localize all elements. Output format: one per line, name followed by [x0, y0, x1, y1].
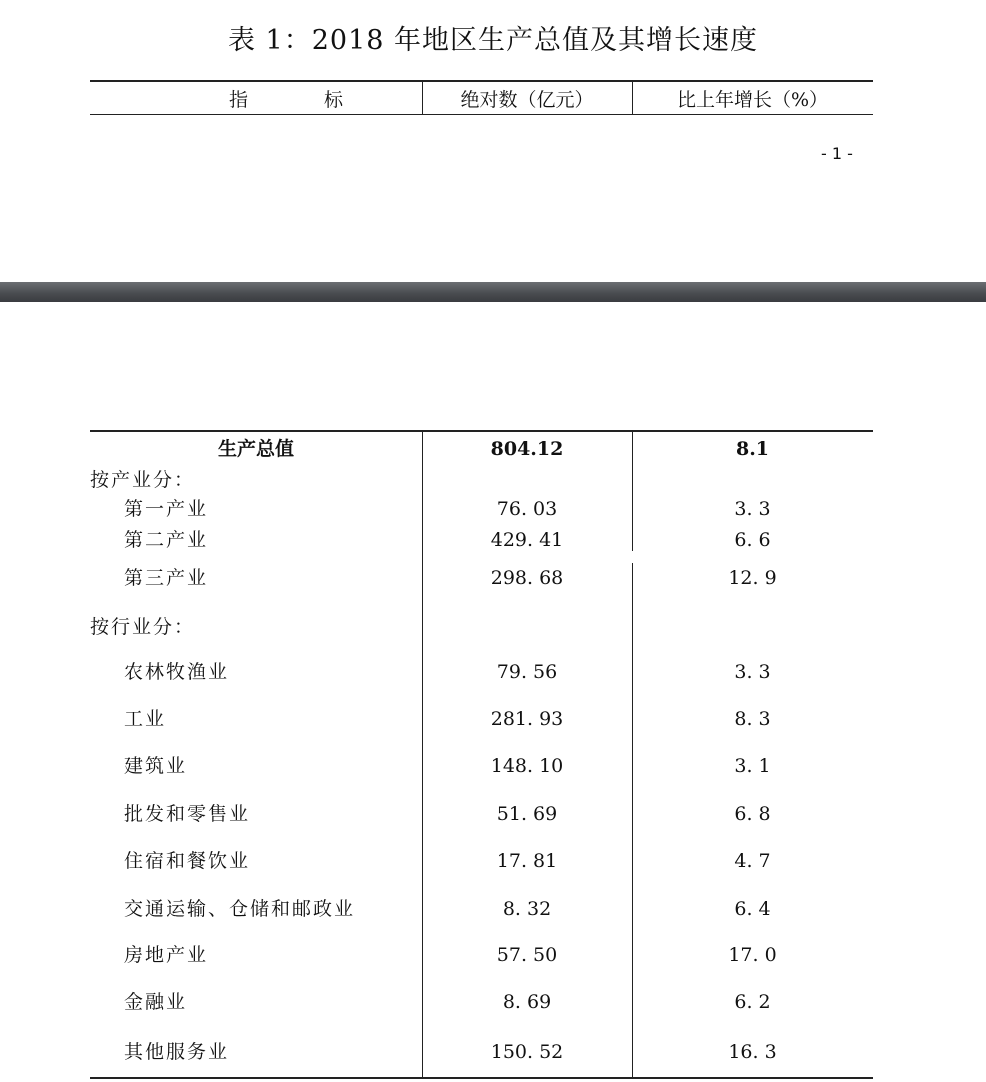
row-label: 第一产业 [124, 498, 209, 520]
row-label: 批发和零售业 [124, 803, 251, 825]
table-row [90, 495, 873, 523]
header-col-growth: 比上年增长（%） [676, 89, 829, 111]
row-value: 79. 56 [496, 661, 558, 683]
row-label: 生产总值 [217, 438, 294, 460]
section-heading-label: 按行业分： [90, 616, 196, 638]
table-row [90, 895, 873, 923]
row-value: 148. 10 [490, 755, 564, 777]
row-value: 281. 93 [490, 708, 564, 730]
row-value: 804.12 [490, 438, 564, 460]
row-growth: 6. 8 [734, 803, 771, 825]
table-row [90, 988, 873, 1016]
row-growth: 8. 3 [734, 708, 771, 730]
header-top-rule [90, 80, 873, 82]
row-label: 建筑业 [124, 755, 188, 777]
row-label: 金融业 [124, 991, 188, 1013]
page-number: - 1 - [821, 144, 853, 163]
row-label: 其他服务业 [124, 1041, 230, 1063]
row-growth: 3. 1 [734, 755, 771, 777]
table-row [90, 752, 873, 780]
row-value: 76. 03 [496, 498, 558, 520]
row-growth: 3. 3 [734, 661, 771, 683]
row-value: 150. 52 [490, 1041, 564, 1063]
section-heading-industry [90, 466, 873, 494]
row-value: 8. 32 [502, 898, 552, 920]
row-growth: 3. 3 [734, 498, 771, 520]
section-heading-label: 按产业分： [90, 469, 196, 491]
row-growth: 12. 9 [728, 567, 777, 589]
table-row-total [90, 435, 873, 463]
row-label: 住宿和餐饮业 [124, 850, 251, 872]
row-value: 57. 50 [496, 944, 558, 966]
body-bottom-rule [90, 1077, 873, 1079]
page-title: 表 1：2018 年地区生产总值及其增长速度 [227, 25, 759, 56]
header-bottom-rule [90, 114, 873, 115]
header-divider-1 [422, 82, 423, 114]
row-label: 第三产业 [124, 567, 209, 589]
row-label: 工业 [124, 708, 167, 730]
table-row [90, 800, 873, 828]
row-label: 农林牧渔业 [124, 661, 230, 683]
row-value: 8. 69 [502, 991, 552, 1013]
row-growth: 6. 6 [734, 529, 771, 551]
section-heading-sector [90, 613, 873, 641]
header-col-absolute: 绝对数（亿元） [460, 89, 594, 111]
table-row [90, 941, 873, 969]
table-row [90, 658, 873, 686]
table-row [90, 847, 873, 875]
row-value: 429. 41 [490, 529, 564, 551]
row-growth: 6. 4 [734, 898, 771, 920]
row-label: 交通运输、仓储和邮政业 [124, 898, 356, 920]
row-growth: 8.1 [735, 438, 770, 460]
header-col-indicator: 指 标 [228, 89, 343, 111]
table-row [90, 526, 873, 554]
table-row [90, 564, 873, 592]
row-growth: 4. 7 [734, 850, 771, 872]
row-label: 房地产业 [124, 944, 209, 966]
row-growth: 17. 0 [728, 944, 777, 966]
table-row [90, 1038, 873, 1066]
table-row [90, 705, 873, 733]
body-top-rule [90, 430, 873, 432]
row-value: 298. 68 [490, 567, 564, 589]
row-value: 51. 69 [496, 803, 558, 825]
row-growth: 6. 2 [734, 991, 771, 1013]
page-separator [0, 282, 986, 302]
header-divider-2 [632, 82, 633, 114]
row-value: 17. 81 [496, 850, 558, 872]
row-growth: 16. 3 [728, 1041, 777, 1063]
row-label: 第二产业 [124, 529, 209, 551]
